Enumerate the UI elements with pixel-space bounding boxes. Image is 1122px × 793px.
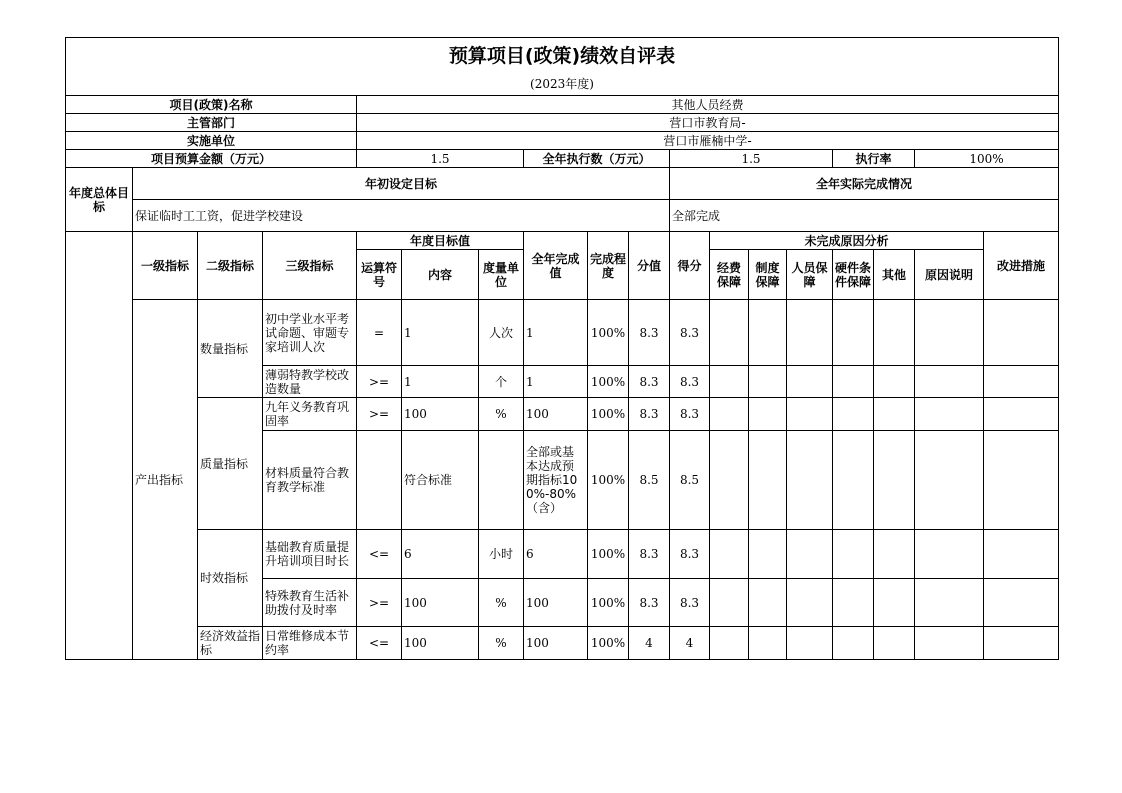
header-r-system: 制度保障 (749, 250, 787, 300)
done-cell: 全部或基本达成预期指标100%-80%（含） (524, 431, 588, 530)
exec-value: 1.5 (670, 150, 833, 168)
level2-quantity: 数量指标 (198, 300, 263, 398)
empty-cell (833, 431, 874, 530)
content-cell: 1 (402, 366, 479, 398)
degree-cell: 100% (588, 530, 629, 579)
unit-cell: % (479, 579, 524, 627)
empty-cell (749, 431, 787, 530)
empty-cell (915, 579, 984, 627)
empty-cell (984, 300, 1059, 366)
header-operator: 运算符号 (357, 250, 402, 300)
score-cell: 8.3 (670, 366, 710, 398)
unit-value: 营口市雁楠中学- (357, 132, 1059, 150)
weight-cell: 8.3 (629, 300, 670, 366)
table-row (66, 627, 1059, 660)
level1-output: 产出指标 (133, 300, 198, 660)
project-name-value: 其他人员经费 (357, 96, 1059, 114)
degree-cell: 100% (588, 300, 629, 366)
empty-cell (787, 627, 833, 660)
empty-cell (749, 627, 787, 660)
empty-cell (833, 300, 874, 366)
empty-cell (984, 530, 1059, 579)
content-cell: 100 (402, 398, 479, 431)
level2-quality: 质量指标 (198, 398, 263, 530)
score-cell: 8.3 (670, 579, 710, 627)
empty-cell (874, 627, 915, 660)
goal-label: 年度总体目标 (66, 168, 133, 232)
empty-cell (749, 398, 787, 431)
empty-cell (787, 431, 833, 530)
initial-goal-header: 年初设定目标 (133, 168, 670, 200)
score-cell: 8.3 (670, 300, 710, 366)
empty-cell (787, 530, 833, 579)
actual-goal-header: 全年实际完成情况 (670, 168, 1059, 200)
empty-cell (710, 300, 749, 366)
rate-label: 执行率 (833, 150, 915, 168)
empty-cell (984, 627, 1059, 660)
score-cell: 4 (670, 627, 710, 660)
header-improve: 改进措施 (984, 232, 1059, 300)
indicator-cell: 基础教育质量提升培训项目时长 (263, 530, 357, 579)
done-cell: 100 (524, 627, 588, 660)
empty-cell (874, 366, 915, 398)
performance-table (65, 37, 1059, 660)
operator-cell: >= (357, 579, 402, 627)
page-title: 预算项目(政策)绩效自评表 (66, 38, 1059, 74)
dept-label: 主管部门 (66, 114, 357, 132)
table-row (66, 398, 1059, 431)
weight-cell: 8.5 (629, 431, 670, 530)
header-reason-group: 未完成原因分析 (710, 232, 984, 250)
empty-cell (915, 627, 984, 660)
empty-cell (833, 579, 874, 627)
table-row (66, 530, 1059, 579)
operator-cell: = (357, 300, 402, 366)
empty-cell (984, 366, 1059, 398)
empty-cell (710, 398, 749, 431)
empty-cell (833, 627, 874, 660)
empty-cell (833, 530, 874, 579)
degree-cell: 100% (588, 627, 629, 660)
header-level2: 二级指标 (198, 232, 263, 300)
header-r-funding: 经费保障 (710, 250, 749, 300)
empty-cell (710, 579, 749, 627)
empty-cell (874, 431, 915, 530)
header-r-staff: 人员保障 (787, 250, 833, 300)
unit-cell: % (479, 398, 524, 431)
done-cell: 1 (524, 366, 588, 398)
score-cell: 8.3 (670, 398, 710, 431)
done-cell: 6 (524, 530, 588, 579)
empty-cell (749, 366, 787, 398)
empty-cell (833, 398, 874, 431)
empty-cell (749, 300, 787, 366)
header-r-hardware: 硬件条件保障 (833, 250, 874, 300)
empty-cell (915, 530, 984, 579)
blank-left-cell (66, 232, 133, 660)
indicator-cell: 材料质量符合教育教学标准 (263, 431, 357, 530)
operator-cell: >= (357, 398, 402, 431)
actual-goal-text: 全部完成 (670, 200, 1059, 232)
operator-cell: <= (357, 530, 402, 579)
empty-cell (984, 431, 1059, 530)
header-unit: 度量单位 (479, 250, 524, 300)
empty-cell (915, 300, 984, 366)
done-cell: 100 (524, 579, 588, 627)
operator-cell: <= (357, 627, 402, 660)
done-cell: 1 (524, 300, 588, 366)
degree-cell: 100% (588, 579, 629, 627)
initial-goal-text: 保证临时工工资，促进学校建设 (133, 200, 670, 232)
score-cell: 8.5 (670, 431, 710, 530)
empty-cell (749, 579, 787, 627)
empty-cell (833, 366, 874, 398)
content-cell: 1 (402, 300, 479, 366)
empty-cell (787, 579, 833, 627)
header-target-group: 年度目标值 (357, 232, 524, 250)
score-cell: 8.3 (670, 530, 710, 579)
empty-cell (915, 431, 984, 530)
header-level3: 三级指标 (263, 232, 357, 300)
dept-value: 营口市教育局- (357, 114, 1059, 132)
rate-value: 100% (915, 150, 1059, 168)
content-cell: 100 (402, 627, 479, 660)
indicator-cell: 九年义务教育巩固率 (263, 398, 357, 431)
unit-label: 实施单位 (66, 132, 357, 150)
level2-timeliness: 时效指标 (198, 530, 263, 627)
content-cell: 6 (402, 530, 479, 579)
empty-cell (710, 530, 749, 579)
header-r-other: 其他 (874, 250, 915, 300)
empty-cell (874, 300, 915, 366)
operator-cell (357, 431, 402, 530)
indicator-cell: 初中学业水平考试命题、审题专家培训人次 (263, 300, 357, 366)
degree-cell: 100% (588, 366, 629, 398)
content-cell: 符合标准 (402, 431, 479, 530)
empty-cell (984, 398, 1059, 431)
unit-cell: 小时 (479, 530, 524, 579)
weight-cell: 8.3 (629, 398, 670, 431)
indicator-cell: 日常维修成本节约率 (263, 627, 357, 660)
empty-cell (915, 398, 984, 431)
project-name-label: 项目(政策)名称 (66, 96, 357, 114)
empty-cell (874, 398, 915, 431)
content-cell: 100 (402, 579, 479, 627)
unit-cell: 个 (479, 366, 524, 398)
header-degree: 完成程度 (588, 232, 629, 300)
unit-cell: % (479, 627, 524, 660)
header-completed: 全年完成值 (524, 232, 588, 300)
empty-cell (787, 300, 833, 366)
level2-economic: 经济效益指标 (198, 627, 263, 660)
header-level1: 一级指标 (133, 232, 198, 300)
exec-label: 全年执行数（万元） (524, 150, 670, 168)
empty-cell (874, 579, 915, 627)
empty-cell (710, 431, 749, 530)
header-content: 内容 (402, 250, 479, 300)
weight-cell: 8.3 (629, 530, 670, 579)
weight-cell: 8.3 (629, 366, 670, 398)
table-row (66, 300, 1059, 366)
budget-label: 项目预算金额（万元） (66, 150, 357, 168)
empty-cell (710, 366, 749, 398)
unit-cell (479, 431, 524, 530)
budget-value: 1.5 (357, 150, 524, 168)
operator-cell: >= (357, 366, 402, 398)
degree-cell: 100% (588, 398, 629, 431)
header-score: 得分 (670, 232, 710, 300)
weight-cell: 8.3 (629, 579, 670, 627)
done-cell: 100 (524, 398, 588, 431)
empty-cell (915, 366, 984, 398)
empty-cell (984, 579, 1059, 627)
unit-cell: 人次 (479, 300, 524, 366)
year-subtitle: (2023年度) (66, 74, 1059, 96)
indicator-cell: 薄弱特教学校改造数量 (263, 366, 357, 398)
empty-cell (787, 366, 833, 398)
empty-cell (874, 530, 915, 579)
empty-cell (749, 530, 787, 579)
degree-cell: 100% (588, 431, 629, 530)
header-score-value: 分值 (629, 232, 670, 300)
empty-cell (787, 398, 833, 431)
weight-cell: 4 (629, 627, 670, 660)
indicator-cell: 特殊教育生活补助拨付及时率 (263, 579, 357, 627)
empty-cell (710, 627, 749, 660)
header-r-explain: 原因说明 (915, 250, 984, 300)
